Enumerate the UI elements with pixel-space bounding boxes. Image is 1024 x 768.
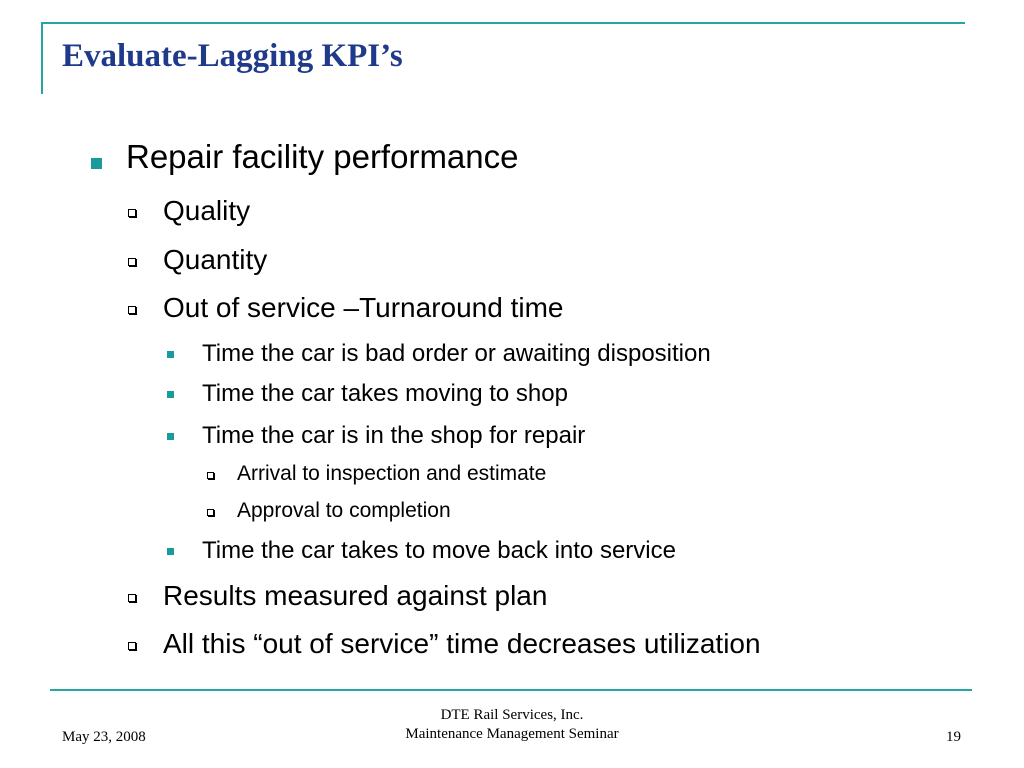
bullet-text: Out of service –Turnaround time [163,292,564,323]
square-bullet-icon [167,548,174,555]
bullet-text: Time the car takes to move back into service [202,537,676,564]
footer-date: May 23, 2008 [62,729,146,745]
bullet-text: Results measured against plan [163,580,548,611]
hollow-box-bullet-icon [128,306,136,314]
hollow-box-bullet-icon [207,509,214,516]
footer-page-number: 19 [946,729,961,745]
square-bullet-icon [91,158,102,169]
square-bullet-icon [167,351,174,358]
slide-title: Evaluate-Lagging KPI’s [62,38,403,74]
footer-divider [50,689,972,691]
bullet-text: Time the car is in the shop for repair [202,422,586,449]
footer-center-text [352,706,672,744]
bullet-text: Quality [163,195,251,226]
bullet-text: Approval to completion [237,499,451,522]
square-bullet-icon [167,433,174,440]
bullet-text: Time the car takes moving to shop [202,380,568,407]
bullet-text: Time the car is bad order or awaiting disposition [202,340,711,367]
bullet-text: Repair facility performance [126,138,519,175]
hollow-box-bullet-icon [128,258,136,266]
square-bullet-icon [167,391,174,398]
hollow-box-bullet-icon [128,209,136,217]
hollow-box-bullet-icon [128,594,136,602]
hollow-box-bullet-icon [207,472,214,479]
bullet-text: Quantity [163,244,268,275]
bullet-text: Arrival to inspection and estimate [237,462,547,485]
footer-event: Maintenance Management Seminar [405,726,619,742]
bullet-text: All this “out of service” time decreases utilization [163,628,761,659]
footer-company: DTE Rail Services, Inc. [440,707,584,723]
hollow-box-bullet-icon [128,642,136,650]
